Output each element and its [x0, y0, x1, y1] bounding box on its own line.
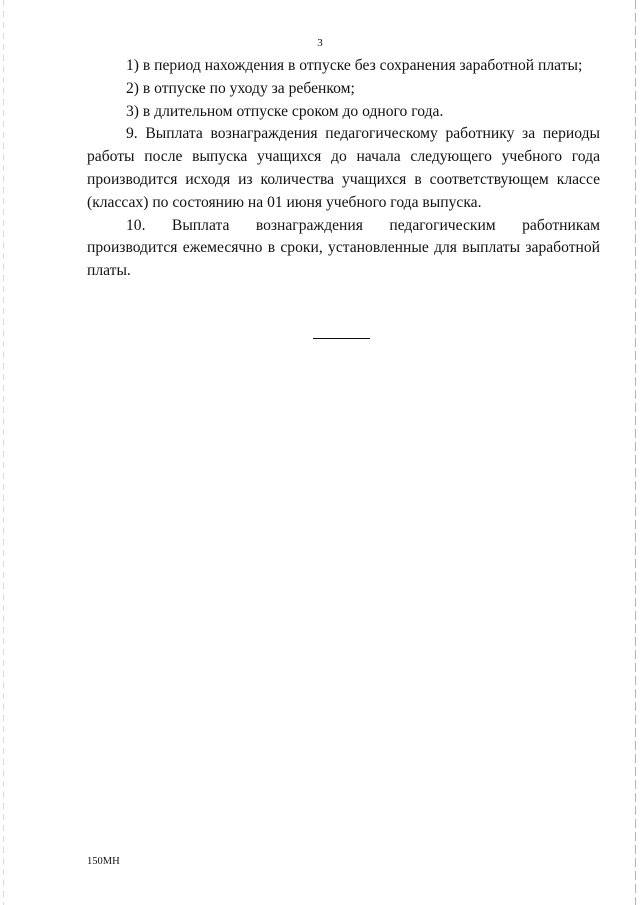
document-body [87, 55, 600, 283]
paragraph-clause-9: 9. Выплата вознаграждения педагогическому работнику за периоды работы после выпуска учащихся до начала следующего учебного года производится исходя из количества учащихся в соответствующем классе (классах) по состоянию на 01 июня учебного года выпуска. [87, 125, 600, 211]
closing-divider [313, 338, 370, 339]
scan-edge-left [3, 0, 4, 905]
scan-edge-right [635, 0, 636, 905]
paragraph-clause-10: 10. Выплата вознаграждения педагогическим работникам производится ежемесячно в сроки, установленные для выплаты заработной платы. [87, 216, 600, 280]
footer-document-code: 150МН [87, 856, 120, 867]
page-number: 3 [317, 37, 323, 49]
paragraph-item-1: 1) в период нахождения в отпуске без сохранения заработной платы; [126, 57, 583, 74]
paragraph-item-2: 2) в отпуске по уходу за ребенком; [126, 79, 355, 97]
paragraph-item-3: 3) в длительном отпуске сроком до одного года. [126, 102, 444, 120]
